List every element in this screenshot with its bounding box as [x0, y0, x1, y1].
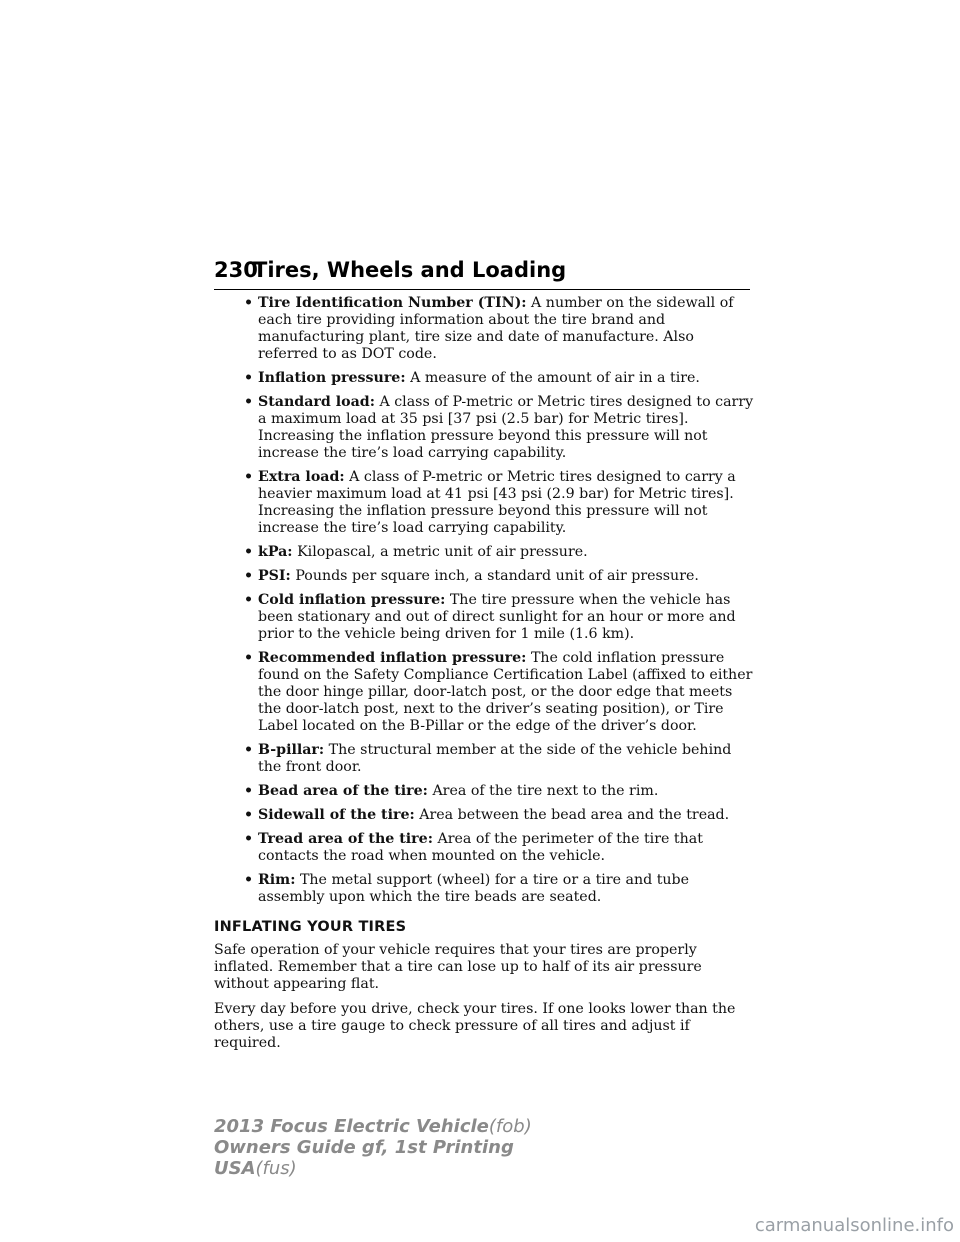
- footer-model: 2013 Focus Electric Vehicle: [214, 1116, 489, 1137]
- definition-text: Area between the bead area and the tread.: [419, 807, 730, 823]
- definition-term: B-pillar:: [258, 742, 325, 758]
- definition-text: Kilopascal, a metric unit of air pressure.: [297, 544, 588, 560]
- definition-item: [214, 469, 754, 537]
- definition-text: The metal support (wheel) for a tire or a tire and tube assembly upon which the tire beads are seated.: [258, 872, 690, 905]
- definition-item: [214, 872, 754, 906]
- page-header: [214, 257, 750, 290]
- definition-term: PSI:: [258, 568, 291, 584]
- bullet-icon: •: [244, 650, 254, 666]
- definition-item: [214, 568, 754, 585]
- definition-item: [214, 831, 754, 865]
- bullet-icon: •: [244, 394, 254, 410]
- inflating-paragraph-2: Every day before you drive, check your tires. If one looks lower than the others, use a tire gauge to check pressure of all tires and adjust if required.: [214, 1001, 736, 1051]
- definition-item: [214, 650, 754, 735]
- definition-term: Extra load:: [258, 469, 345, 485]
- page-content: [214, 295, 754, 1060]
- definition-item: [214, 370, 754, 387]
- definition-text: The tire pressure when the vehicle has been stationary and out of direct sunlight for an hour or more and prior to the vehicle being driven for 1 mile (1.6 km).: [258, 592, 736, 642]
- bullet-icon: •: [244, 742, 254, 758]
- bullet-icon: •: [244, 469, 254, 485]
- definition-text: A class of P-metric or Metric tires designed to carry a heavier maximum load at 41 psi [43 psi (2.9 bar) for Metric tires]. Increasing the inflation pressure beyond this pressure will not increase the tire’s load carrying capability.: [258, 469, 736, 536]
- definition-text: A measure of the amount of air in a tire.: [410, 370, 700, 386]
- definition-term: Cold inflation pressure:: [258, 592, 446, 608]
- definition-item: [214, 394, 754, 462]
- definition-term: Rim:: [258, 872, 296, 888]
- inflating-paragraph-1: Safe operation of your vehicle requires that your tires are properly inflated. Remember that a tire can lose up to half of its air pressure without appearing flat.: [214, 942, 702, 992]
- definition-item: [214, 295, 754, 363]
- footer-line-2: [214, 1137, 532, 1158]
- definition-text: Area of the tire next to the rim.: [432, 783, 659, 799]
- page-number: 230: [214, 258, 258, 282]
- definition-term: Tire Identification Number (TIN):: [258, 295, 527, 311]
- definition-item: [214, 783, 754, 800]
- definition-term: Tread area of the tire:: [258, 831, 433, 847]
- definition-term: Bead area of the tire:: [258, 783, 428, 799]
- watermark-link[interactable]: carmanualsonline.info: [754, 1215, 954, 1236]
- section-title: Tires, Wheels and Loading: [253, 258, 567, 282]
- bullet-icon: •: [244, 872, 254, 888]
- footer-printing: Owners Guide gf, 1st Printing: [214, 1137, 514, 1158]
- definition-term: Sidewall of the tire:: [258, 807, 415, 823]
- definition-term: Recommended inflation pressure:: [258, 650, 527, 666]
- bullet-icon: •: [244, 592, 254, 608]
- definition-item: [214, 592, 754, 643]
- definition-item: [214, 544, 754, 561]
- definition-text: The cold inflation pressure found on the Safety Compliance Certification Label (affixed to either the door hinge pillar, door-latch post, or the door edge that meets the door-latch post, next to the driver’s seating position), or Tire Label located on the B-Pillar or the edge of the driver’s door.: [258, 650, 753, 734]
- definition-term: Standard load:: [258, 394, 375, 410]
- footer-line-1: [214, 1116, 532, 1137]
- definition-text: Area of the perimeter of the tire that contacts the road when mounted on the vehicle.: [258, 831, 703, 864]
- footer-market: USA: [214, 1158, 256, 1179]
- bullet-icon: •: [244, 568, 254, 584]
- bullet-icon: •: [244, 807, 254, 823]
- definition-list: [214, 295, 754, 906]
- bullet-icon: •: [244, 295, 254, 311]
- definition-text: A number on the sidewall of each tire providing information about the tire brand and manufacturing plant, tire size and date of manufacture. Also referred to as DOT code.: [258, 295, 734, 362]
- bullet-icon: •: [244, 783, 254, 799]
- definition-term: Inflation pressure:: [258, 370, 406, 386]
- bullet-icon: •: [244, 831, 254, 847]
- definition-term: kPa:: [258, 544, 293, 560]
- definition-text: The structural member at the side of the vehicle behind the front door.: [258, 742, 732, 775]
- footer-line-3: [214, 1158, 532, 1179]
- bullet-icon: •: [244, 370, 254, 386]
- definition-item: [214, 742, 754, 776]
- definition-text: A class of P-metric or Metric tires designed to carry a maximum load at 35 psi [37 psi (2.5 bar) for Metric tires]. Increasing the inflation pressure beyond this pressure will not increase the tire’s load carrying capability.: [258, 394, 754, 461]
- bullet-icon: •: [244, 544, 254, 560]
- definition-text: Pounds per square inch, a standard unit of air pressure.: [295, 568, 699, 584]
- document-footer: [214, 1116, 532, 1179]
- footer-market-code: (fus): [255, 1158, 297, 1179]
- definition-item: [214, 807, 754, 824]
- inflating-heading: INFLATING YOUR TIRES: [214, 919, 407, 935]
- footer-model-code: (fob): [488, 1116, 532, 1137]
